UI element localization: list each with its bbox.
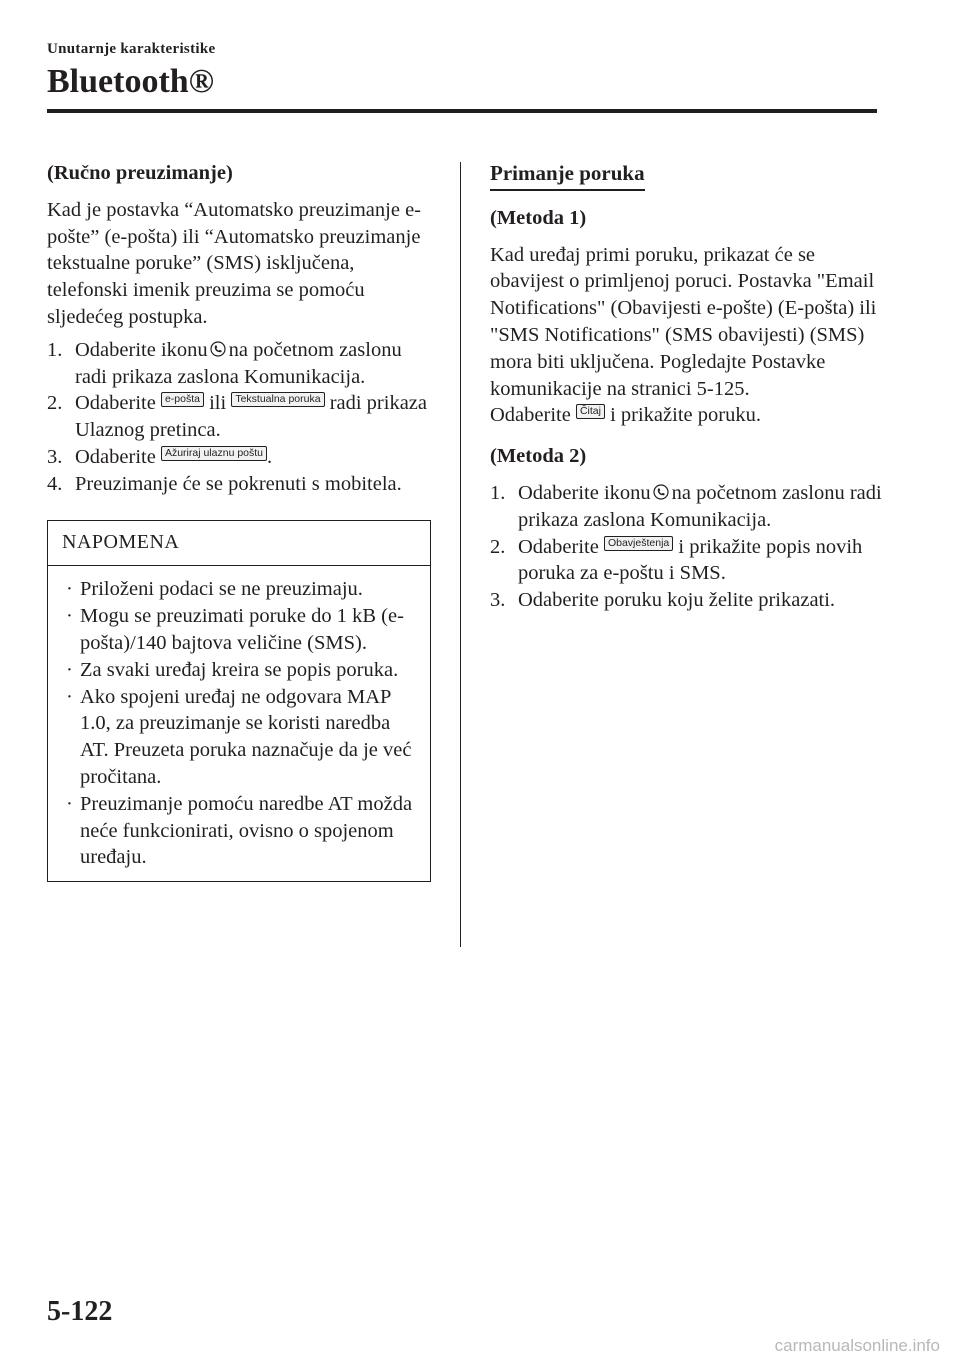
header-rule bbox=[47, 109, 877, 113]
step-3: 3. Odaberite poruku koju želite prikazati. bbox=[490, 587, 890, 614]
manual-download-steps bbox=[47, 337, 431, 498]
note-body bbox=[48, 566, 430, 881]
text-message-button-label: Tekstualna poruka bbox=[231, 392, 324, 407]
bullet-icon: · bbox=[66, 578, 73, 601]
bullet-icon: · bbox=[66, 792, 73, 815]
page-header bbox=[47, 40, 877, 102]
note-item: · Mogu se preuzimati poruke do 1 kB (e-pošta)/140 bajtova veličine (SMS). bbox=[66, 605, 404, 654]
bullet-icon: · bbox=[66, 658, 73, 681]
chapter-title: Bluetooth® bbox=[47, 63, 215, 100]
step-number: 3. bbox=[490, 589, 506, 612]
watermark: carmanualsonline.info bbox=[774, 1336, 940, 1355]
step-4: 4. Preuzimanje će se pokrenuti s mobitela. bbox=[47, 471, 431, 498]
method-2-steps bbox=[490, 480, 890, 614]
step-2: 2. Odaberite e-pošta ili Tekstualna poruka radi prikaza Ulaznog pretinca. bbox=[47, 392, 428, 442]
step-1: 1. Odaberite ikonu na početnom zaslonu radi prikaza zaslona Komunikacija. bbox=[47, 338, 402, 388]
step-number: 1. bbox=[47, 338, 63, 361]
manual-download-heading: (Ručno preuzimanje) bbox=[47, 162, 233, 184]
note-item: · Preuzimanje pomoću naredbe AT možda neće funkcionirati, ovisno o spojenom uređaju. bbox=[66, 792, 413, 869]
note-title: NAPOMENA bbox=[48, 521, 430, 567]
note-item: · Priloženi podaci se ne preuzimaju. bbox=[62, 576, 416, 603]
step-number: 2. bbox=[490, 535, 506, 558]
method-1-text: Kad uređaj primi poruku, prikazat će se obavijest o primljenoj poruci. Postavka "Email Notifications" (Obavijesti e-pošte) (E-pošta) ili "SMS Notifications" (SMS obavijesti) (SMS) mora biti uključena. Pogledajte Postavke komunikacije na stranici 5-125. Odaberite Čitaj i prikažite poruku. bbox=[490, 243, 877, 427]
note-box bbox=[47, 520, 431, 883]
section-label: Unutarnje karakteristike bbox=[47, 41, 216, 57]
note-item: · Za svaki uređaj kreira se popis poruka. bbox=[62, 657, 416, 684]
receiving-messages-heading: Primanje poruka bbox=[490, 160, 645, 191]
step-number: 2. bbox=[47, 392, 63, 415]
phone-icon bbox=[210, 341, 226, 357]
method-2-heading: (Metoda 2) bbox=[490, 445, 587, 468]
step-3: 3. Odaberite Ažuriraj ulaznu poštu . bbox=[47, 444, 431, 471]
notifications-button-label: Obavještenja bbox=[604, 536, 673, 551]
step-1: 1. Odaberite ikonu na početnom zaslonu radi prikaza zaslona Komunikacija. bbox=[490, 481, 882, 531]
email-button-label: e-pošta bbox=[161, 392, 204, 407]
note-list bbox=[62, 576, 416, 871]
method-1-heading: (Metoda 1) bbox=[490, 206, 587, 229]
step-number: 1. bbox=[490, 481, 506, 504]
manual-download-intro: Kad je postavka “Automatsko preuzimanje e-pošte” (e-pošta) ili “Automatsko preuzimanje tekstualne poruke” (SMS) isključena, telefonski imenik preuzima se pomoću sljedećeg postupka. bbox=[47, 198, 421, 328]
right-column bbox=[490, 160, 890, 614]
bullet-icon: · bbox=[66, 685, 73, 708]
bullet-icon: · bbox=[66, 605, 73, 628]
step-number: 3. bbox=[47, 445, 63, 468]
column-divider bbox=[460, 162, 461, 947]
left-column bbox=[47, 160, 431, 882]
phone-icon bbox=[653, 484, 669, 500]
update-inbox-button-label: Ažuriraj ulaznu poštu bbox=[161, 446, 267, 461]
note-item: · Ako spojeni uređaj ne odgovara MAP 1.0, za preuzimanje se koristi naredba AT. Preuzeta poruka naznačuje da je već pročitana. bbox=[66, 685, 412, 788]
step-number: 4. bbox=[47, 472, 63, 495]
page-number: 5-122 bbox=[47, 1296, 113, 1327]
step-2: 2. Odaberite Obavještenja i prikažite popis novih poruka za e-poštu i SMS. bbox=[490, 535, 863, 585]
read-button-label: Čitaj bbox=[576, 404, 605, 419]
